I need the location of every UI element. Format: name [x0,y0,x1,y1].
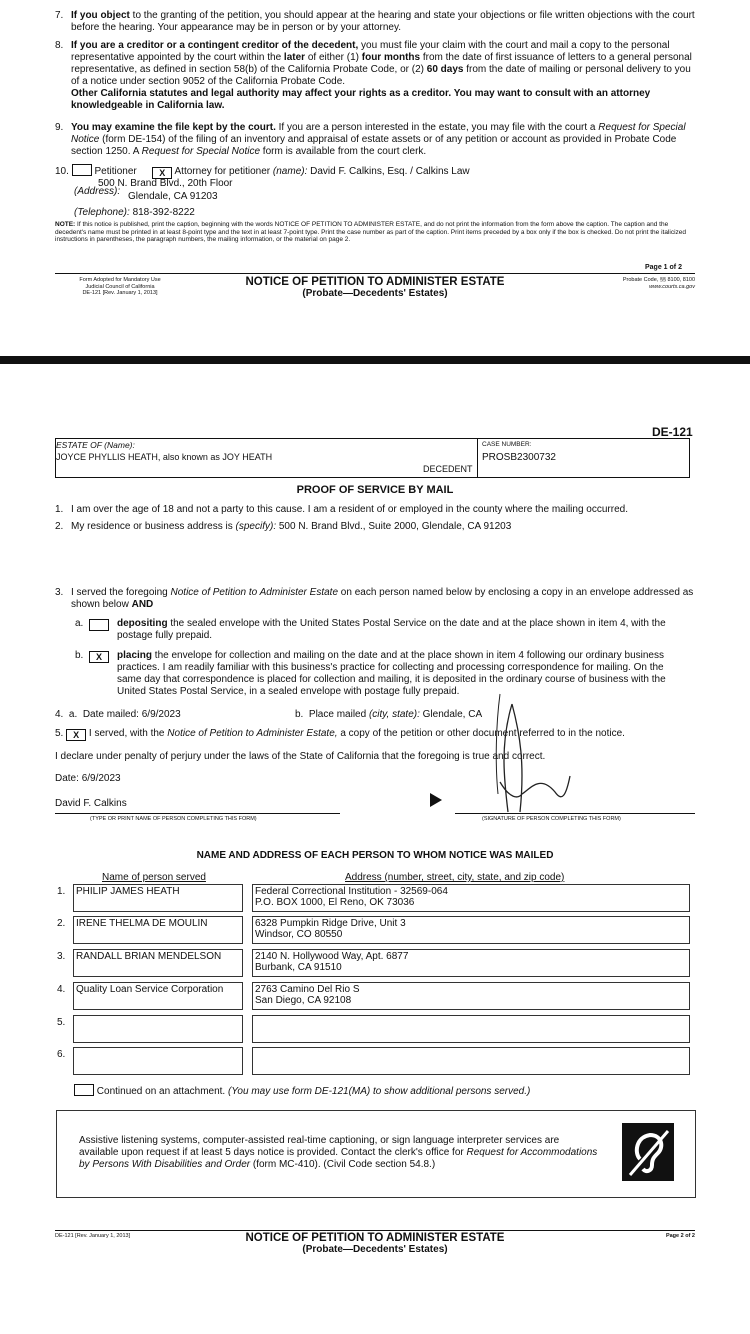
served-person-address [252,949,690,977]
address-line-2: San Diego, CA 92108 [255,995,352,1006]
served-person-address [252,884,690,912]
attorney-name: David F. Calkins, Esq. / Calkins Law [310,166,470,177]
address-line-1: 6328 Pumpkin Ridge Drive, Unit 3 [255,918,406,929]
served-person-address [252,982,690,1010]
row-number: 4. [57,984,66,995]
hearing-assistance-icon [622,1123,674,1181]
col-header-address: Address (number, street, city, state, and zip code) [345,872,565,883]
proof-item-2: 2. My residence or business address is (specify): 500 N. Brand Blvd., Suite 2000, Glendale, CA 91203 [55,521,512,532]
item-3a: a. depositing the sealed envelope with the United States Postal Service on the date and at the place shown in item 4, with the postage fully prepaid. [75,618,666,641]
place-mailed: Glendale, CA [422,709,483,720]
note: NOTE: If this notice is published, print the caption, beginning with the words NOTICE OF PETITION TO ADMINISTER ESTATE, and do not print the information from the form above the caption. The caption and the decedent's name must be printed in at least 8-point type and the text in at least 7-point type. Print the case number as part of the caption. Print items preceded by a box only if the box is checked. Do not print the italicized instructions in parentheses, the paragraph numbers, the mailing information, or the material on page 2. [55,221,687,243]
footer-right-2: Page 2 of 2 [665,1233,695,1239]
proof-title: PROOF OF SERVICE BY MAIL [296,484,454,496]
address-label: (Address): [74,186,121,197]
row-number: 2. [57,918,66,929]
served-person-name: RANDALL BRIAN MENDELSON [73,949,243,977]
col-header-name: Name of person served [102,872,206,883]
proof-item-1: 1. I am over the age of 18 and not a party to this cause. I am a resident of or employed in the county where the mailing occurred. [55,504,628,515]
form-id: DE-121 [652,425,693,439]
date-mailed: 6/9/2023 [141,709,181,720]
footer-title-2: NOTICE OF PETITION TO ADMINISTER ESTATE (Probate—Decedents' Estates) [245,1232,505,1255]
served-person-name: PHILIP JAMES HEATH [73,884,243,912]
caption-box: ESTATE OF (Name): JOYCE PHYLLIS HEATH, also known as JOY HEATH DECEDENT CASE NUMBER: PROSB2300732 [55,438,690,478]
address-line-1: Federal Correctional Institution - 32569-064 [255,886,448,897]
petitioner-checkbox[interactable] [72,164,92,176]
item-8: 8. If you are a creditor or a contingent creditor of the decedent, you must file your claim with the court and mail a copy to the personal representative appointed by the court within the later of either (1) four months from the date of first issuance of letters to a general personal representative, as defined in section 58(b) of the California Probate Code, or (2) 60 days from the date of mailing or personal delivery to you of a notice under section 9052 of the California Probate Code. Other California statutes and legal authority may affect your rights as a creditor. You may want to consult with an attorney knowledgeable in California law. [55,40,692,111]
handwritten-signature [440,664,600,814]
notice-table-title: NAME AND ADDRESS OF EACH PERSON TO WHOM NOTICE WAS MAILED [196,850,554,861]
proof-item-3: 3. I served the foregoing Notice of Petition to Administer Estate on each person named below by enclosing a copy in an envelope addressed as shown below AND [55,587,694,610]
item-3b: b. X placing the envelope for collection and mailing on the date and at the place shown in item 4 following our ordinary business practices. I am readily familiar with this business's practice for collecting and processing correspondence for mailing. On the same day that correspondence is placed for collection and mailing, it is deposited in the ordinary course of business with the United States Postal Service, in a sealed envelope with postage fully prepaid. [75,650,666,697]
placing-checkbox[interactable]: X [89,651,109,663]
address-line-1: 2140 N. Hollywood Way, Apt. 6877 [255,951,409,962]
served-person-name [73,1015,243,1043]
declaration: I declare under penalty of perjury under the laws of the State of California that the foregoing is true and correct. [55,751,546,762]
footer-left-2: DE-121 [Rev. January 1, 2013] [55,1233,131,1239]
row-number: 1. [57,886,66,897]
petitioner-address-line2: Glendale, CA 91203 [128,191,218,202]
footer-right: Probate Code, §§ 8100, 8100 www.courts.ca.gov [622,277,695,290]
address-line-2: P.O. BOX 1000, El Reno, OK 73036 [255,897,415,908]
continued-attachment: Continued on an attachment. (You may use form DE-121(MA) to show additional persons served.) [74,1084,530,1098]
continued-checkbox[interactable] [74,1084,94,1096]
assistive-services-box: Assistive listening systems, computer-assisted real-time captioning, or sign language interpreter services are available upon request if at least 5 days notice is provided. Contact the clerk's office for Request for Accommodations by Persons With Disabilities and Order (form MC-410). (Civil Code section 54.8.) [56,1110,696,1198]
business-address: 500 N. Brand Blvd., Suite 2000, Glendale, CA 91203 [278,521,512,532]
served-person-name [73,1047,243,1075]
attorney-checkbox[interactable]: X [152,167,172,179]
signer-name: David F. Calkins [55,798,127,809]
item-5: 5. X I served, with the Notice of Petition to Administer Estate, a copy of the petition or other document referred to in the notice. [55,728,625,740]
row-number: 3. [57,951,66,962]
item-7: 7. If you object to the granting of the petition, you should appear at the hearing and state your objections or file written objections with the court before the hearing. Your appearance may be in person or by your attorney. [55,10,695,33]
address-line-2: Burbank, CA 91510 [255,962,342,973]
address-line-2: Windsor, CO 80550 [255,929,343,940]
item-4b: b. Place mailed (city, state): Glendale, CA [295,709,483,720]
served-person-address [252,1047,690,1075]
item-4a: 4. a. Date mailed: 6/9/2023 [55,709,181,720]
served-person-name: Quality Loan Service Corporation [73,982,243,1010]
page-1 [0,0,750,355]
depositing-checkbox[interactable] [89,619,109,631]
row-number: 5. [57,1017,66,1028]
signature-date: Date: 6/9/2023 [55,773,121,784]
case-number: PROSB2300732 [482,452,556,463]
item-10: 10. Petitioner X Attorney for petitioner (name): David F. Calkins, Esq. / Calkins Law [55,166,470,178]
page-1-label: Page 1 of 2 [645,264,682,271]
served-person-name: IRENE THELMA DE MOULIN [73,916,243,944]
page-separator [0,356,750,364]
footer-title-1: NOTICE OF PETITION TO ADMINISTER ESTATE (Probate—Decedents' Estates) [245,276,505,299]
address-line-1: 2763 Camino Del Rio S [255,984,360,995]
item-9: 9. You may examine the file kept by the court. If you are a person interested in the estate, you may file with the court a Request for Special Notice (form DE-154) of the filing of an inventory and appraisal of estate assets or of any petition or account as provided in Probate Code section 1250. A Request for Special Notice form is available from the court clerk. [55,122,686,157]
telephone: (Telephone): 818-392-8222 [74,207,195,218]
footer-left: Form Adopted for Mandatory Use Judicial Council of California DE-121 [Rev. January 1, 2013] [79,277,161,296]
row-number: 6. [57,1049,66,1060]
petitioner-address-line1: 500 N. Brand Blvd., 20th Floor [98,178,233,189]
served-person-address [252,916,690,944]
estate-name: JOYCE PHYLLIS HEATH, also known as JOY HEATH [56,452,273,462]
served-petition-checkbox[interactable]: X [66,729,86,741]
footer-rule [55,273,695,274]
page-2: DE-121 ESTATE OF (Name): JOYCE PHYLLIS HEATH, also known as JOY HEATH DECEDENT CASE NUMBER: PROSB2300732 PROOF OF SERVICE BY MAIL 1. I am over the age of 18 and not a party to this cause. I am a resident of or employed in the county where the mailing occurred. 2. My residence or business address is (specify): 500 N. Brand Blvd., Suite 2000, Glendale, CA 91203 3. I served the foregoing Notice of Petition to Administer Estate on each person named below by enclosing a copy in an envelope addressed as shown below AND a. depositing the sealed envelope with the United States Postal Service on the date and at the place shown in item 4, with the postage fully prepaid. b. X placing the envelope for collection and mailing on the date and at the place shown in item 4 following our ordinary business practices. I am readily familiar with this business's practice for collecting and processing correspondence for mailing. On the same day that correspondence is placed for collection and mailing, it is deposited in the ordinary course of business with the United States Postal Service, in a sealed envelope with postage fully prepaid. 4. a. Date mailed: 6/9/2023 b. Place mailed (city, state): Glendale, CA 5. X I served, with the Notice of Petition to Administer Estate, a copy of the petition or other document referred to in the notice. I declare under penalty of perjury under the laws of the State of California that the foregoing is true and correct. Date: 6/9/2023 David F. Calkins (TYPE OR PRINT NAME OF PERSON COMPLETING THIS FORM) (SIGNATURE OF PERSON COMPLETING THIS FORM) NAME AND ADDRESS OF EACH PERSON TO WHOM NOTICE WAS MAILED Name of person served Address (number, street, city, state, and zip code) 1. PHILIP JAMES HEATH Federal Correctional Institution - 32569-064 P.O. BOX 1000, El Reno, OK 73036 2. IRENE THELMA DE MOULIN 6328 Pumpkin Ridge Drive, Unit 3 Windsor, CO 80550 3. RANDALL BRIAN MENDELSON 2140 N. Hollywood Way, Apt. 6877 Burbank, CA 91510 4. Quality Loan Service Corporation 2763 Camino Del Rio S San Diego, CA 92108 5. 6. Continued on an attachment. (You may use form DE-121(MA) to show additional persons served.) Assistive listening systems, computer-assisted real-time captioning, or sign language interpreter services are available upon request if at least 5 days notice is provided. Contact the clerk's office for Request for Accommodations by Persons With Disabilities and Order (form MC-410). (Civil Code section 54.8.) DE-121 [Rev. January 1, 2013] NOTICE OF PETITION TO ADMINISTER ESTATE (Probate—Decedents' Estates) Page 2 of 2 [0,364,750,1334]
served-person-address [252,1015,690,1043]
